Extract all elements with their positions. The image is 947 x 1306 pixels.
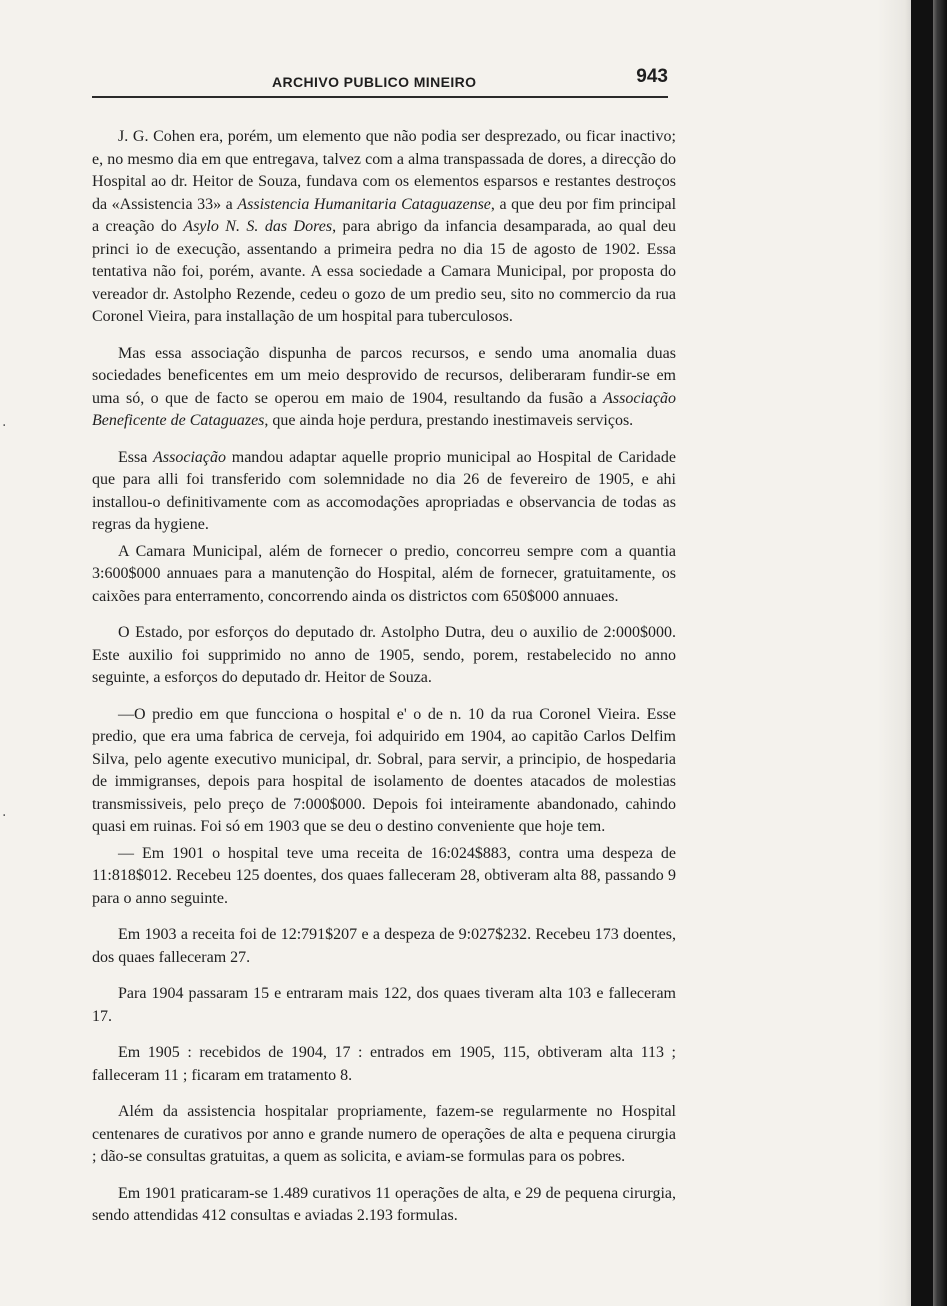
paragraph <box>92 1183 676 1228</box>
italic-text: Assistencia Humanitaria Cataguazense <box>237 195 491 213</box>
italic-text: Associação <box>153 448 226 466</box>
paragraph <box>92 622 676 690</box>
text-segment: O Estado, por esforços do deputado dr. Astolpho Dutra, deu o auxilio de 2:000$000. Este auxilio foi supprimido no anno de 1905, sendo, porem, restabelecido no anno seguinte, a esforços do deputado dr. Heitor de Souza. <box>92 624 676 686</box>
paragraph <box>92 126 676 329</box>
page-number: 943 <box>636 66 668 87</box>
paragraph <box>92 541 676 609</box>
text-segment: , para abrigo da infancia desamparada, ao qual deu princi io de execução, assentando a primeira pedra no dia 15 de agosto de 1902. Essa tentativa não foi, porém, avante. A essa sociedade a Camara Municipal, por proposta do vereador dr. Astolpho Rezende, cedeu o gozo de um predio seu, sito no commercio da rua Coronel Vieira, para installação de um hospital para tuberculosos. <box>92 218 676 325</box>
paragraph <box>92 924 676 969</box>
paragraph <box>92 983 676 1028</box>
text-segment: J. G. Cohen era, porém, um elemento que não podia ser desprezado, ou ficar inactivo; e, no mesmo dia em que entregava, talvez com a alma transpassada de dores, a direcção do Hospital ao dr. Heitor de Souza, fundava com os elementos esparsos e restantes destroços da «Assistencia 33» a <box>92 128 676 213</box>
paragraph <box>92 704 676 839</box>
running-title: ARCHIVO PUBLICO MINEIRO <box>272 74 477 90</box>
text-segment: Mas essa associação dispunha de parcos recursos, e sendo uma anomalia duas sociedades beneficentes em um meio desprovido de recursos, deliberaram fundir-se em uma só, o que de facto se operou em maio de 1904, resultando da fusão a <box>92 344 676 407</box>
text-segment: , a que deu por fim principal a creação do <box>92 195 677 235</box>
text-segment: —O predio em que funcciona o hospital e' o de n. 10 da rua Coronel Vieira. Esse predio, que era uma fabrica de cerveja, foi adquirido em 1904, ao capitão Carlos Delfim Silva, pelo agente executivo municipal, dr. Sobral, para servir, a principio, de hospedaria de immigranses, depois para hospital de isolamento de doentes atacados de molestias transmissiveis, pelo preço de 7:000$000. Depois foi inteiramente abandonado, cahindo quasi em ruinas. Foi só em 1903 que se deu o destino conveniente que hoje tem. <box>92 705 676 835</box>
text-segment: Essa <box>118 448 154 466</box>
running-head <box>92 66 668 98</box>
text-segment: , que ainda hoje perdura, prestando inestimaveis serviços. <box>264 412 634 429</box>
margin-tick-mark: · <box>2 808 7 824</box>
paragraph <box>92 843 676 911</box>
text-segment: Além da assistencia hospitalar propriamente, fazem-se regularmente no Hospital centenares de curativos por anno e grande numero de operações de alta e pequena cirurgia ; dão-se consultas gratuitas, a quem as solicita, e aviam-se formulas para os pobres. <box>92 1103 676 1165</box>
paragraph <box>92 1101 676 1169</box>
header-rule <box>92 96 668 98</box>
text-segment: A Camara Municipal, além de fornecer o predio, concorreu sempre com a quantia 3:600$000 annuaes para a manutenção do Hospital, além de fornecer, gratuitamente, os caixões para enterramento, concorrendo ainda os districtos com 650$000 annuaes. <box>92 542 676 605</box>
paragraph <box>92 1042 676 1087</box>
paragraph <box>92 343 676 433</box>
paragraph <box>92 447 676 537</box>
text-segment: Em 1903 a receita foi de 12:791$207 e a despeza de 9:027$232. Recebeu 173 doentes, dos quaes falleceram 27. <box>92 926 676 966</box>
text-segment: Em 1905 : recebidos de 1904, 17 : entrados em 1905, 115, obtiveram alta 113 ; falleceram 11 ; ficaram em tratamento 8. <box>92 1044 676 1084</box>
margin-tick-mark: · <box>2 418 7 434</box>
binding-edge <box>911 0 933 1306</box>
text-segment: Em 1901 praticaram-se 1.489 curativos 11 operações de alta, e 29 de pequena cirurgia, sendo attendidas 412 consultas e aviadas 2.193 formulas. <box>92 1184 676 1224</box>
text-segment: Para 1904 passaram 15 e entraram mais 122, dos quaes tiveram alta 103 e falleceram 17. <box>92 985 676 1025</box>
italic-text: Asylo N. S. das Dores <box>183 218 333 235</box>
text-segment: mandou adaptar aquelle proprio municipal ao Hospital de Caridade que para alli foi transferido com solemnidade no dia 26 de fevereiro de 1905, e ahi installou-o definitivamente com as accomodações apropriadas e observancia de todas as regras da hygiene. <box>92 448 677 533</box>
italic-text: Associação Beneficente de Cataguazes <box>92 389 676 429</box>
text-segment: — Em 1901 o hospital teve uma receita de 16:024$883, contra uma despeza de 11:818$012. Recebeu 125 doentes, dos quaes falleceram 28, obtiveram alta 88, passando 9 para o anno seguinte. <box>92 844 676 907</box>
body-text <box>92 126 676 1242</box>
